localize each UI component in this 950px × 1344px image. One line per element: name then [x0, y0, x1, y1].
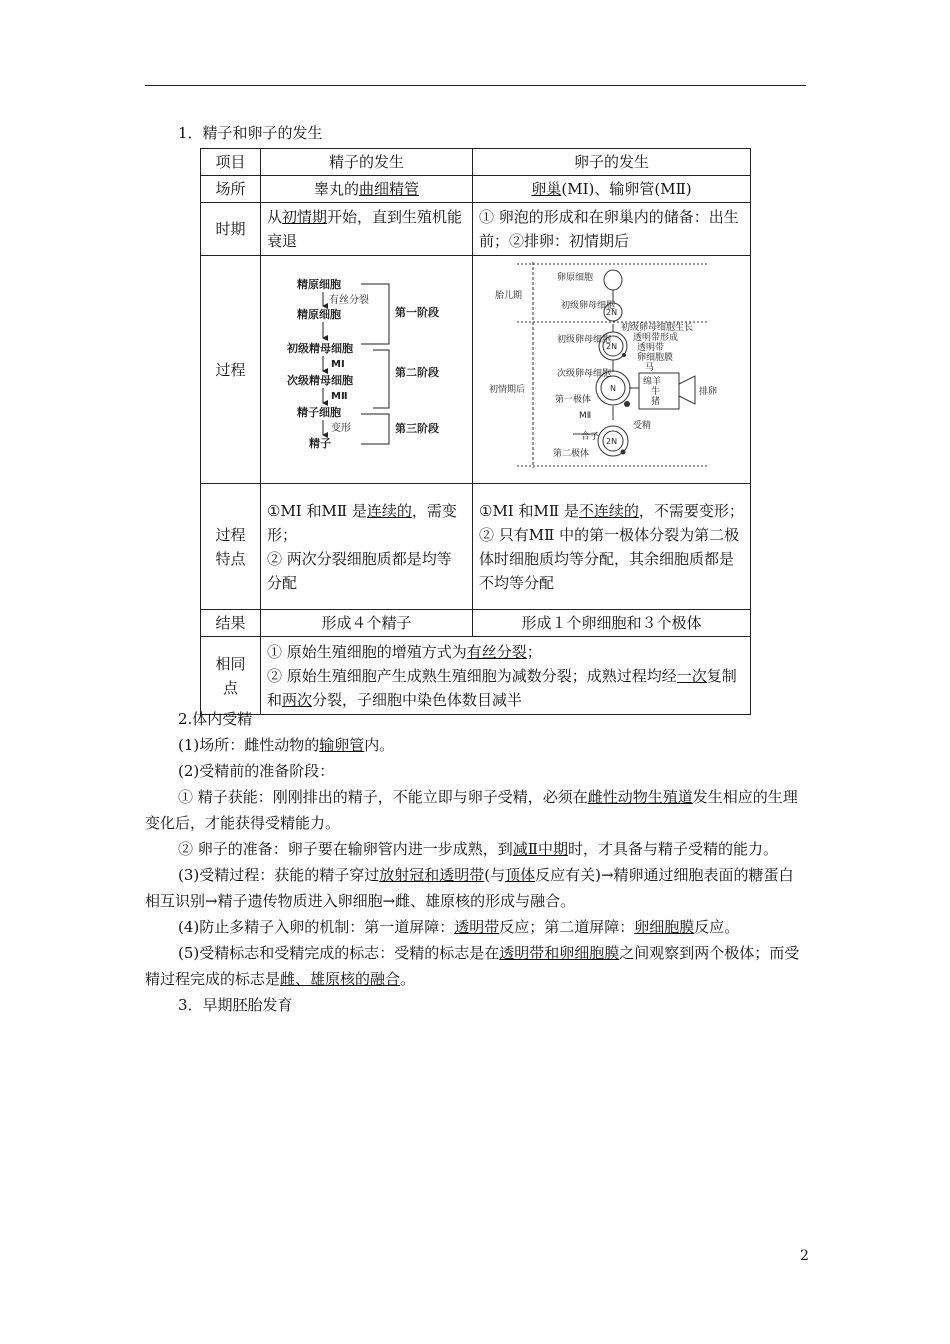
- svg-text:初级卵母细胞: 初级卵母细胞: [557, 335, 612, 345]
- row-label: 时期: [201, 203, 261, 256]
- sperm-diagram-cell: [261, 256, 473, 484]
- stage-label: 第三阶段: [395, 422, 439, 435]
- svg-text:绵羊: 绵羊: [643, 377, 662, 387]
- section2-body: [145, 706, 807, 1018]
- comparison-table: [200, 148, 751, 715]
- svg-text:2N: 2N: [606, 437, 618, 446]
- section2-title: 2.体内受精: [178, 710, 253, 728]
- paragraph: (1)场所：雌性动物的输卵管内。: [178, 736, 395, 754]
- paragraph: (4)防止多精子入卵的机制：第一道屏障：透明带反应；第二道屏障：卵细胞膜反应。: [178, 918, 740, 936]
- table-row: [201, 203, 751, 256]
- svg-text:排卵: 排卵: [699, 387, 718, 397]
- svg-text:受精: 受精: [633, 421, 652, 431]
- table-cell: 形成４个精子: [261, 610, 473, 637]
- row-label: 过程 特点: [201, 484, 261, 610]
- header-cell: 项目: [201, 149, 261, 176]
- svg-text:次级卵母细胞: 次级卵母细胞: [557, 369, 612, 379]
- svg-text:第一极体: 第一极体: [555, 395, 592, 405]
- node-spermatogonium: 精原细胞: [297, 278, 341, 291]
- table-row: [201, 176, 751, 203]
- svg-text:初情期后: 初情期后: [489, 385, 526, 395]
- svg-text:卵原细胞: 卵原细胞: [557, 273, 594, 283]
- node-spermatid: 精子细胞: [297, 406, 341, 419]
- oogenesis-diagram: [473, 256, 749, 476]
- header-cell: 卵子的发生: [473, 149, 751, 176]
- svg-text:MⅡ: MⅡ: [331, 391, 348, 402]
- table-row: [201, 149, 751, 176]
- svg-text:猪: 猪: [651, 397, 661, 407]
- svg-text:牛: 牛: [651, 387, 661, 397]
- paragraph: (5)受精标志和受精完成的标志：受精的标志是在透明带和卵细胞膜之间观察到两个极体；而受精过程完成的标志是雌、雄原核的融合。: [145, 944, 800, 988]
- svg-text:初级卵母细胞生长: 初级卵母细胞生长: [621, 323, 694, 333]
- svg-text:第二极体: 第二极体: [553, 449, 590, 459]
- table-row: [201, 484, 751, 610]
- svg-text:透明带: 透明带: [637, 343, 665, 353]
- svg-text:合子: 合子: [581, 432, 600, 442]
- table-cell: 卵巢(MⅠ)、输卵管(MⅡ): [473, 176, 751, 203]
- table-cell: 形成１个卵细胞和３个极体: [473, 610, 751, 637]
- egg-diagram-cell: [473, 256, 751, 484]
- table-cell: 睾丸的曲细精管: [261, 176, 473, 203]
- table-cell: 从初情期开始，直到生殖机能衰退: [261, 203, 473, 256]
- row-label: 场所: [201, 176, 261, 203]
- paragraph: (2)受精前的准备阶段：: [178, 762, 335, 780]
- paragraph: ② 卵子的准备：卵子要在输卵管内进一步成熟，到减Ⅱ中期时，才具备与精子受精的能力。: [178, 840, 778, 858]
- svg-text:透明带形成: 透明带形成: [633, 333, 679, 343]
- table-cell: ①MⅠ 和MⅡ 是连续的，需变形； ② 两次分裂细胞质都是均等分配: [261, 484, 473, 610]
- svg-text:MⅠ: MⅠ: [331, 359, 345, 370]
- page-number: 2: [800, 1248, 809, 1264]
- svg-text:初级卵母细胞: 初级卵母细胞: [561, 301, 616, 311]
- row-label: 结果: [201, 610, 261, 637]
- section3-title: 3．早期胚胎发育: [178, 996, 293, 1014]
- spermatogenesis-diagram: [261, 256, 471, 476]
- node-secondary-spermatocyte: 次级精母细胞: [287, 374, 353, 387]
- table-cell: ① 卵泡的形成和在卵巢内的储备：出生前；②排卵：初情期后: [473, 203, 751, 256]
- section1-title: 1．精子和卵子的发生: [178, 124, 323, 142]
- svg-text:卵细胞膜: 卵细胞膜: [637, 353, 674, 363]
- table-row: [201, 256, 751, 484]
- svg-text:胎儿期: 胎儿期: [495, 291, 523, 301]
- paragraph: ① 精子获能：刚刚排出的精子，不能立即与卵子受精，必须在雌性动物生殖道发生相应的生理变化后，才能获得受精能力。: [145, 788, 798, 832]
- svg-text:N: N: [610, 384, 616, 393]
- table-row: [201, 637, 751, 715]
- svg-text:变形: 变形: [331, 423, 351, 434]
- svg-text:2N: 2N: [606, 342, 618, 351]
- svg-text:有丝分裂: 有丝分裂: [329, 295, 369, 306]
- node-sperm: 精子: [309, 437, 331, 450]
- row-label: 过程: [201, 256, 261, 484]
- node-spermatogonium-2: 精原细胞: [297, 308, 341, 321]
- svg-text:2N: 2N: [606, 308, 618, 317]
- header-rule: [145, 85, 806, 86]
- table-row: [201, 610, 751, 637]
- node-primary-spermatocyte: 初级精母细胞: [287, 342, 353, 355]
- svg-text:MⅡ: MⅡ: [579, 411, 592, 421]
- svg-text:马: 马: [645, 363, 655, 373]
- stage-label: 第一阶段: [395, 306, 439, 319]
- table-cell: ①MⅠ 和MⅡ 是不连续的，不需要变形； ② 只有MⅡ 中的第一极体分裂为第二极体时细胞质均等分配，其余细胞质都是不均等分配: [473, 484, 751, 610]
- header-cell: 精子的发生: [261, 149, 473, 176]
- table-cell: ① 原始生殖细胞的增殖方式为有丝分裂； ② 原始生殖细胞产生成熟生殖细胞为减数分裂；成熟过程均经一次复制和两次分裂，子细胞中染色体数目减半: [261, 637, 751, 715]
- paragraph: (3)受精过程：获能的精子穿过放射冠和透明带(与顶体反应有关)→精卵通过细胞表面的糖蛋白相互识别→精子遗传物质进入卵细胞→雌、雄原核的形成与融合。: [145, 866, 794, 910]
- row-label: 相同 点: [201, 637, 261, 715]
- stage-label: 第二阶段: [395, 366, 439, 379]
